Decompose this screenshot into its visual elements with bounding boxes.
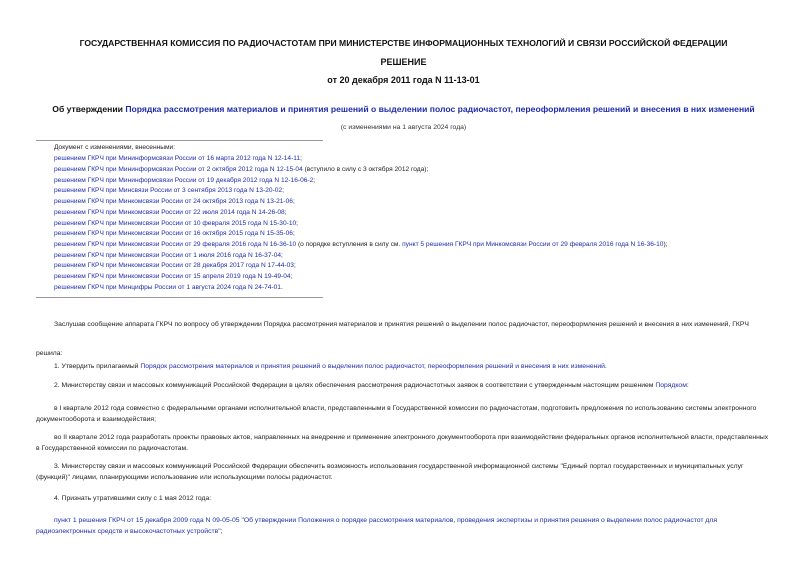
amendment-suffix: ;: [292, 198, 295, 205]
amendment-link[interactable]: решением ГКРЧ при Мининформсвязи России от 19 декабря 2012 года N 12-16-06-2: [54, 177, 314, 184]
decided-label: решила:: [36, 350, 63, 357]
amendment-suffix: ;: [290, 273, 293, 280]
amendment-item: [54, 220, 298, 227]
paragraph-4-suffix: ;: [220, 528, 223, 535]
amendment-suffix-secondary: );: [663, 241, 668, 248]
amendment-link[interactable]: решением ГКРЧ при Минкомсвязи России от 24 октября 2013 года N 13-21-06: [54, 198, 293, 205]
amendment-link[interactable]: решением ГКРЧ при Минцифры России от 1 августа 2024 года N 24-74-01: [54, 284, 281, 291]
document-date-number: от 20 декабря 2011 года N 11-13-01: [327, 75, 480, 85]
amendment-item: [54, 187, 284, 194]
paragraph-2: [54, 380, 770, 391]
paragraph-2-text: 2. Министерству связи и массовых коммуникаций Российской Федерации в целях обеспечения рассмотрения радиочастотных заявок в соответствии с утвержденным настоящим решением: [54, 382, 656, 389]
amendment-suffix: .: [280, 284, 283, 291]
amendment-suffix: ;: [292, 230, 295, 237]
amendment-link[interactable]: решением ГКРЧ при Минкомсвязи России от 28 декабря 2017 года N 17-44-03: [54, 262, 294, 269]
amended-note: (с изменениями на 1 августа 2024 года): [340, 124, 467, 131]
amendment-link[interactable]: решением ГКРЧ при Минкомсвязи России от 1 июля 2016 года N 16-37-04: [54, 252, 282, 259]
amendment-item: [54, 241, 667, 248]
paragraph-2b: во II квартале 2012 года разработать проекты правовых актов, направленных на внедрение и применение электронного документооборота при взаимодействии федеральных органов исполнительной власти, представленных в Государственной комиссии по радиочастотам.: [36, 434, 769, 452]
amendments-intro: Документ с изменениями, внесенными:: [54, 144, 176, 151]
amendment-link[interactable]: решением ГКРЧ при Минкомсвязи России от 22 июля 2014 года N 14-26-08: [54, 209, 285, 216]
paragraph-1-link[interactable]: Порядок рассмотрения материалов и принятия решений о выделении полос радиочастот, переоформления решений и внесения в них изменений: [140, 363, 605, 370]
title-link[interactable]: Порядка рассмотрения материалов и принятия решений о выделении полос радиочастот, переоформления решений и внесения в них изменений: [125, 104, 755, 114]
amendment-item: [54, 177, 315, 184]
amendment-link[interactable]: решением ГКРЧ при Мининформсвязи России от 2 октября 2012 года N 12-15-04: [54, 166, 303, 173]
amendment-link[interactable]: решением ГКРЧ при Минкомсвязи России от 10 февраля 2015 года N 15-30-10: [54, 220, 297, 227]
paragraph-4: 4. Признать утратившими силу с 1 мая 2012 года:: [54, 495, 212, 502]
amendment-item: [54, 262, 296, 269]
amendment-suffix: ;: [296, 220, 298, 227]
amendment-link[interactable]: решением ГКРЧ при Мининформсвязи России от 16 марта 2012 года N 12-14-11: [54, 155, 301, 162]
document-title: [0, 104, 807, 114]
top-divider: [36, 140, 323, 141]
amendment-link[interactable]: решением ГКРЧ при Минкомсвязи России от 16 октября 2015 года N 15-35-06: [54, 230, 293, 237]
paragraph-4-link[interactable]: пункт 1 решения ГКРЧ от 15 декабря 2009 года N 09-05-05 "Об утверждении Положения о порядке рассмотрения материалов, проведения экспертизы и принятия решения о выделении полос радиочастот для радиоэлектронных средств и высокочастотных устройств": [36, 517, 717, 535]
amendment-suffix: ;: [282, 187, 284, 194]
paragraph-2a: в I квартале 2012 года совместно с федеральными органами исполнительной власти, представленными в Государственной комиссии по радиочастотам, подготовить предложения по использованию системы электронного документооборота и взаимодействия;: [36, 405, 757, 423]
document-type: РЕШЕНИЕ: [380, 57, 427, 67]
paragraph-1-text: 1. Утвердить прилагаемый: [54, 363, 141, 370]
amendment-suffix: ;: [293, 262, 296, 269]
title-prefix: Об утверждении: [52, 104, 126, 114]
preamble: Заслушав сообщение аппарата ГКРЧ по вопросу об утверждении Порядка рассмотрения материалов и принятия решений о выделении полос радиочастот, переоформления решений и внесения в них изменений, ГКРЧ: [54, 321, 749, 328]
amendment-suffix: (вступило в силу с 3 октября 2012 года);: [302, 166, 429, 173]
paragraph-1: [54, 361, 770, 372]
issuing-authority: ГОСУДАРСТВЕННАЯ КОМИССИЯ ПО РАДИОЧАСТОТАМ ПРИ МИНИСТЕРСТВЕ ИНФОРМАЦИОННЫХ ТЕХНОЛОГИЙ И СВЯЗИ РОССИЙСКОЙ ФЕДЕРАЦИИ: [79, 38, 728, 48]
amendment-suffix: (о порядке вступления в силу см.: [296, 241, 403, 248]
amendment-link-secondary[interactable]: пункт 5 решения ГКРЧ при Минкомсвязи России от 29 февраля 2016 года N 16-36-10: [402, 241, 664, 248]
amendment-suffix: ;: [313, 177, 316, 184]
paragraph-2-link[interactable]: Порядком: [655, 382, 687, 389]
amendment-suffix: ;: [300, 155, 302, 162]
paragraph-2-suffix: :: [686, 382, 689, 389]
amendment-item: [54, 198, 295, 205]
amendment-suffix: ;: [284, 209, 287, 216]
paragraph-4-item: [36, 515, 770, 537]
bottom-divider: [36, 297, 323, 298]
paragraph-1-suffix: .: [604, 363, 607, 370]
amendment-item: [54, 252, 283, 259]
amendment-item: [54, 273, 292, 280]
amendment-item: [54, 155, 302, 162]
amendment-item: [54, 209, 287, 216]
amendment-link[interactable]: решением ГКРЧ при Минкомсвязи России от 29 февраля 2016 года N 16-36-10: [54, 241, 297, 248]
amendment-item: [54, 284, 283, 291]
amendment-item: [54, 230, 295, 237]
paragraph-3: 3. Министерству связи и массовых коммуникаций Российской Федерации обеспечить возможность использования государственной информационной системы "Единый портал государственных и муниципальных услуг (функций)" лицами, планирующими использование или использующими полосы радиочастот.: [36, 463, 744, 481]
amendment-item: [54, 166, 428, 173]
amendment-suffix: ;: [281, 252, 283, 259]
amendment-link[interactable]: решением ГКРЧ при Минкомсвязи России от 15 апреля 2019 года N 19-49-04: [54, 273, 291, 280]
amendment-link[interactable]: решением ГКРЧ при Минсвязи России от 3 сентября 2013 года N 13-20-02: [54, 187, 283, 194]
